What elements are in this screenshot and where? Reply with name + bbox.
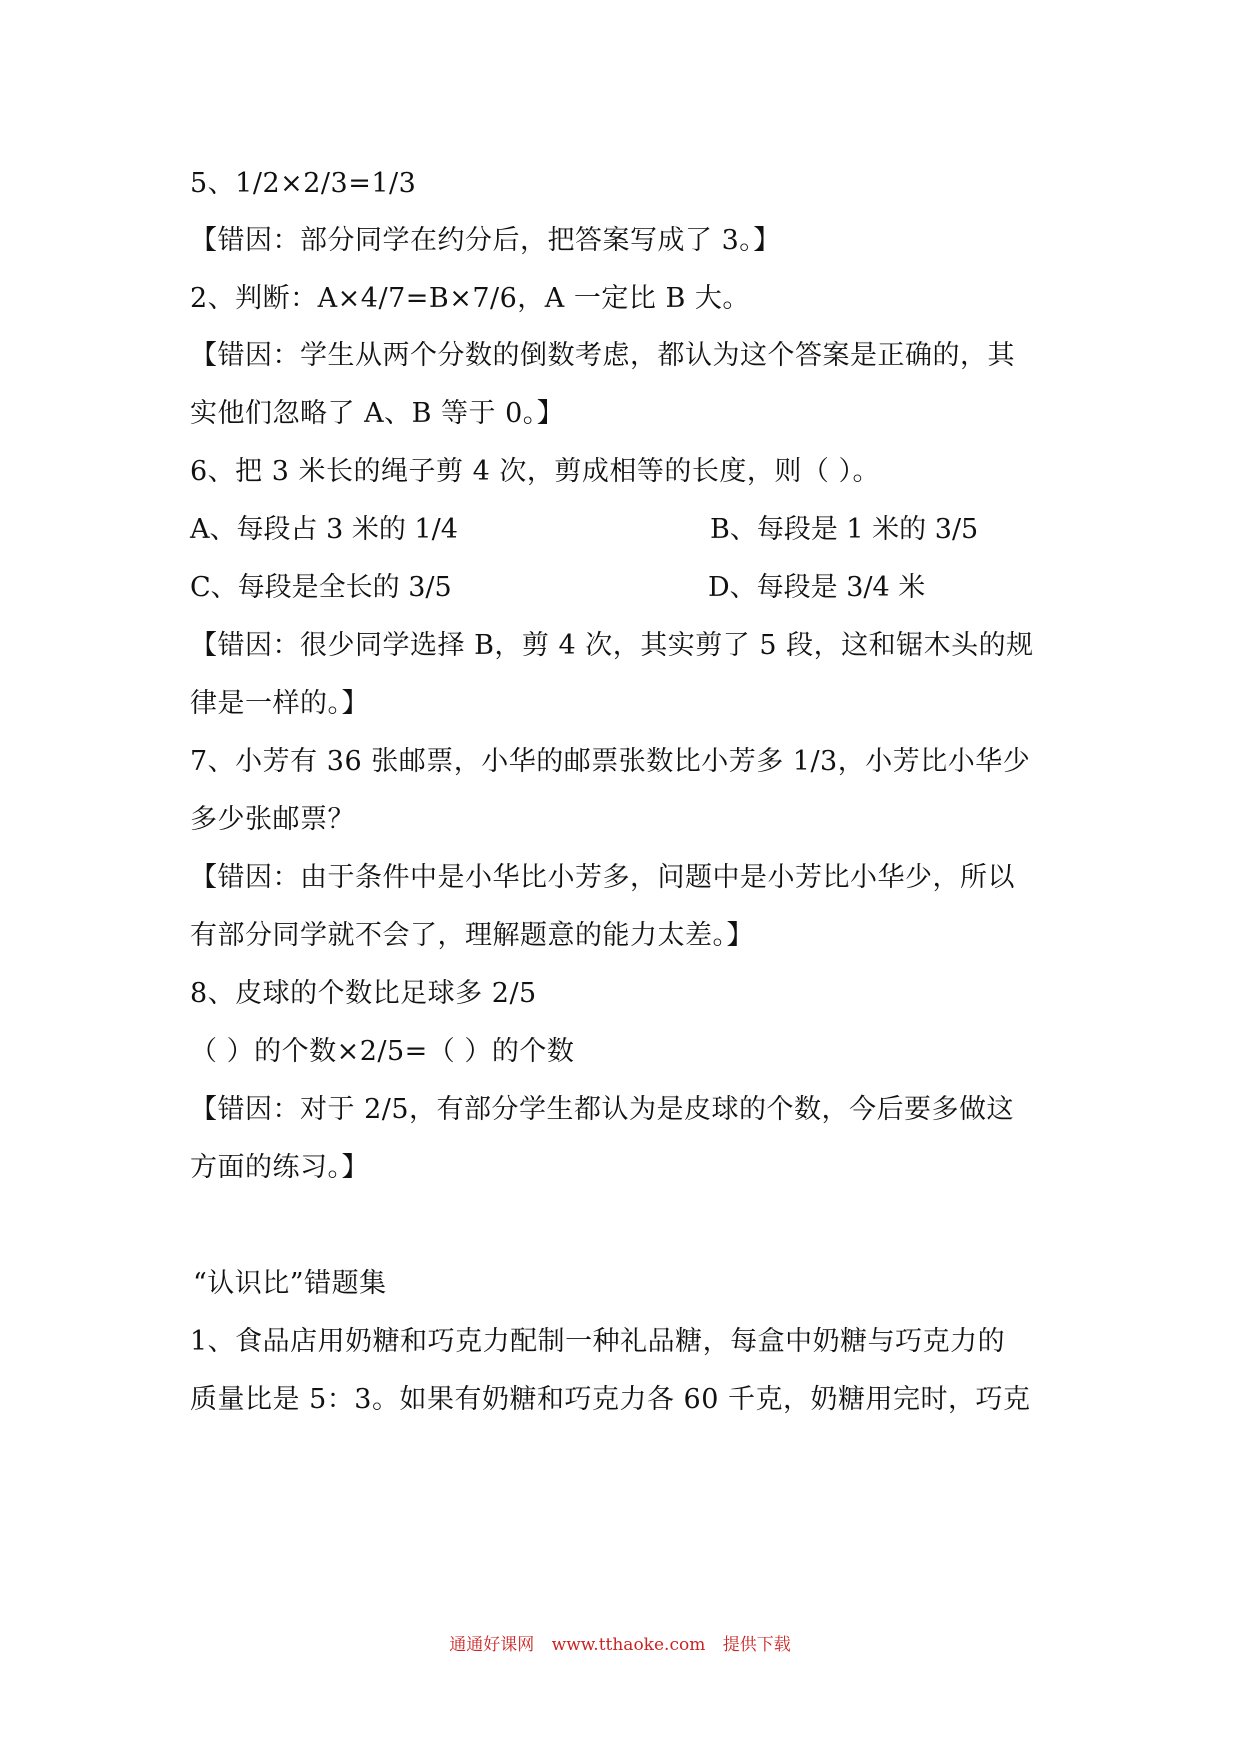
- option-a: A、每段占 3 米的 1/4: [190, 514, 458, 545]
- line-q5: 5、1/2×2/3=1/3: [190, 168, 417, 199]
- option-d: D、每段是 3/4 米: [708, 572, 926, 603]
- line-q2: 2、判断：A×4/7=B×7/6，A 一定比 B 大。: [190, 283, 750, 314]
- line-s2-q1-1: 1、食品店用奶糖和巧克力配制一种礼品糖，每盒中奶糖与巧克力的: [190, 1326, 1006, 1357]
- line-q2-error-2: 实他们忽略了 A、B 等于 0。】: [190, 398, 565, 429]
- line-q8-error-1: 【错因：对于 2/5，有部分学生都认为是皮球的个数，今后要多做这: [190, 1094, 1015, 1125]
- line-q8: 8、皮球的个数比足球多 2/5: [190, 978, 537, 1009]
- line-q6-error-1: 【错因：很少同学选择 B，剪 4 次，其实剪了 5 段，这和锯木头的规: [190, 630, 1034, 661]
- footer-watermark: [0, 1630, 1240, 1655]
- line-q7-error-1: 【错因：由于条件中是小华比小芳多，问题中是小芳比小华少，所以: [190, 862, 1015, 893]
- line-q5-error: 【错因：部分同学在约分后，把答案写成了 3。】: [190, 225, 781, 256]
- line-q7-1: 7、小芳有 36 张邮票，小华的邮票张数比小芳多 1/3，小芳比小华少: [190, 746, 1031, 777]
- line-q6-error-2: 律是一样的。】: [190, 688, 369, 719]
- line-q6: 6、把 3 米长的绳子剪 4 次，剪成相等的长度，则（ ）。: [190, 456, 880, 487]
- line-q7-2: 多少张邮票？: [190, 804, 355, 835]
- footer-site-name: 通通好课网: [449, 1635, 535, 1655]
- line-q7-error-2: 有部分同学就不会了，理解题意的能力太差。】: [190, 920, 754, 951]
- line-q8-error-2: 方面的练习。】: [190, 1152, 369, 1183]
- footer-url[interactable]: www.tthaoke.com: [551, 1635, 706, 1655]
- footer-download: 提供下载: [722, 1635, 791, 1655]
- option-b: B、每段是 1 米的 3/5: [710, 514, 979, 545]
- option-c: C、每段是全长的 3/5: [190, 572, 452, 603]
- line-s2-q1-2: 质量比是 5：3。如果有奶糖和巧克力各 60 千克，奶糖用完时，巧克: [190, 1384, 1031, 1415]
- line-q8-blanks: （ ）的个数×2/5=（ ）的个数: [190, 1036, 575, 1067]
- line-q2-error-1: 【错因：学生从两个分数的倒数考虑，都认为这个答案是正确的，其: [190, 340, 1015, 371]
- section-heading: “认识比”错题集: [193, 1268, 387, 1299]
